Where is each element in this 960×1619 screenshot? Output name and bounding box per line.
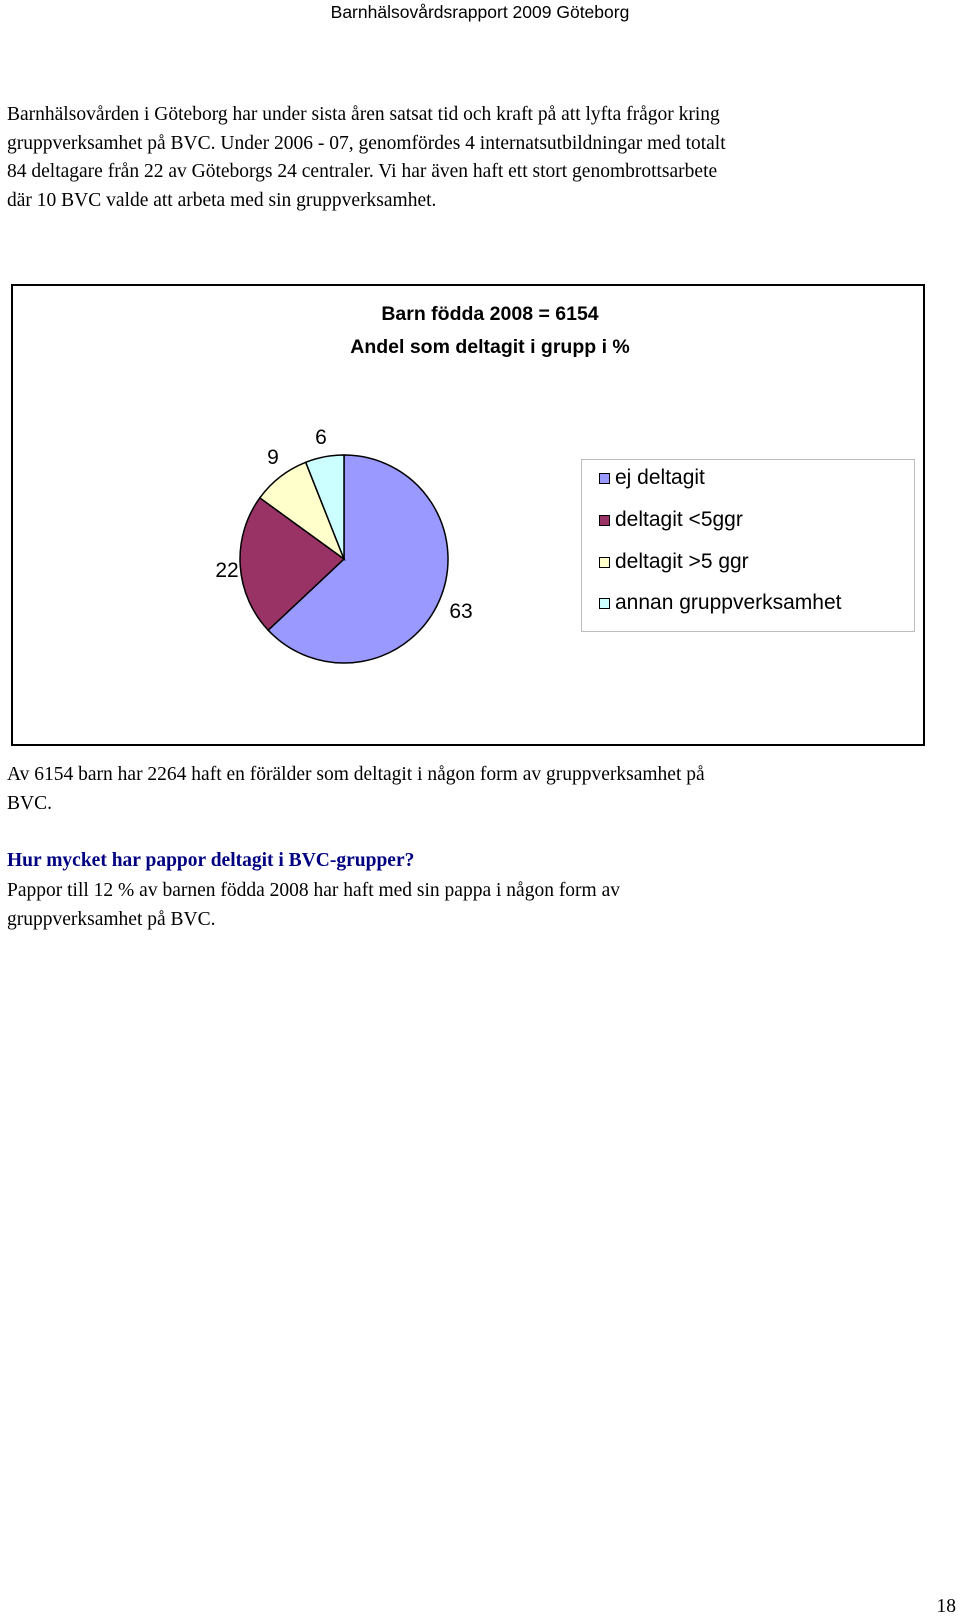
legend-label: deltagit >5 ggr <box>615 550 749 573</box>
intro-line: 84 deltagare från 22 av Göteborgs 24 centraler. Vi har även haft ett stort genombrottsarbete <box>7 161 718 183</box>
chart-subtitle: Andel som deltagit i grupp i % <box>350 336 630 358</box>
legend-swatch <box>599 557 610 568</box>
intro-line: där 10 BVC valde att arbeta med sin gruppverksamhet. <box>7 189 437 211</box>
section-paragraph <box>7 876 947 934</box>
pie-data-label: 9 <box>267 446 279 469</box>
legend-label: annan gruppverksamhet <box>615 591 842 614</box>
intro-line: Barnhälsovården i Göteborg har under sista åren satsat tid och kraft på att lyfta frågor kring <box>7 104 720 125</box>
legend-label: deltagit <5ggr <box>615 508 743 531</box>
section-line: gruppverksamhet på BVC. <box>7 909 216 930</box>
section-heading: Hur mycket har pappor deltagit i BVC-grupper? <box>7 850 415 871</box>
legend-swatch <box>599 598 610 609</box>
pie-data-label: 22 <box>215 559 239 582</box>
summary-paragraph <box>7 761 947 818</box>
page-number: 18 <box>936 1596 956 1617</box>
intro-line: gruppverksamhet på BVC. Under 2006 - 07, genomfördes 4 internatsutbildningar med totalt <box>7 132 726 154</box>
summary-line: BVC. <box>7 792 52 814</box>
legend-label: ej deltagit <box>615 466 705 489</box>
pie-data-label: 6 <box>315 426 327 449</box>
chart-title: Barn födda 2008 = 6154 <box>381 303 599 325</box>
section-line: Pappor till 12 % av barnen födda 2008 har haft med sin pappa i någon form av <box>7 880 621 901</box>
page-header: Barnhälsovårdsrapport 2009 Göteborg <box>330 2 630 22</box>
legend-swatch <box>599 515 610 526</box>
legend-swatch <box>599 473 610 484</box>
pie-data-label: 63 <box>449 600 473 623</box>
summary-line: Av 6154 barn har 2264 haft en förälder som deltagit i någon form av gruppverksamhet på <box>7 764 705 785</box>
